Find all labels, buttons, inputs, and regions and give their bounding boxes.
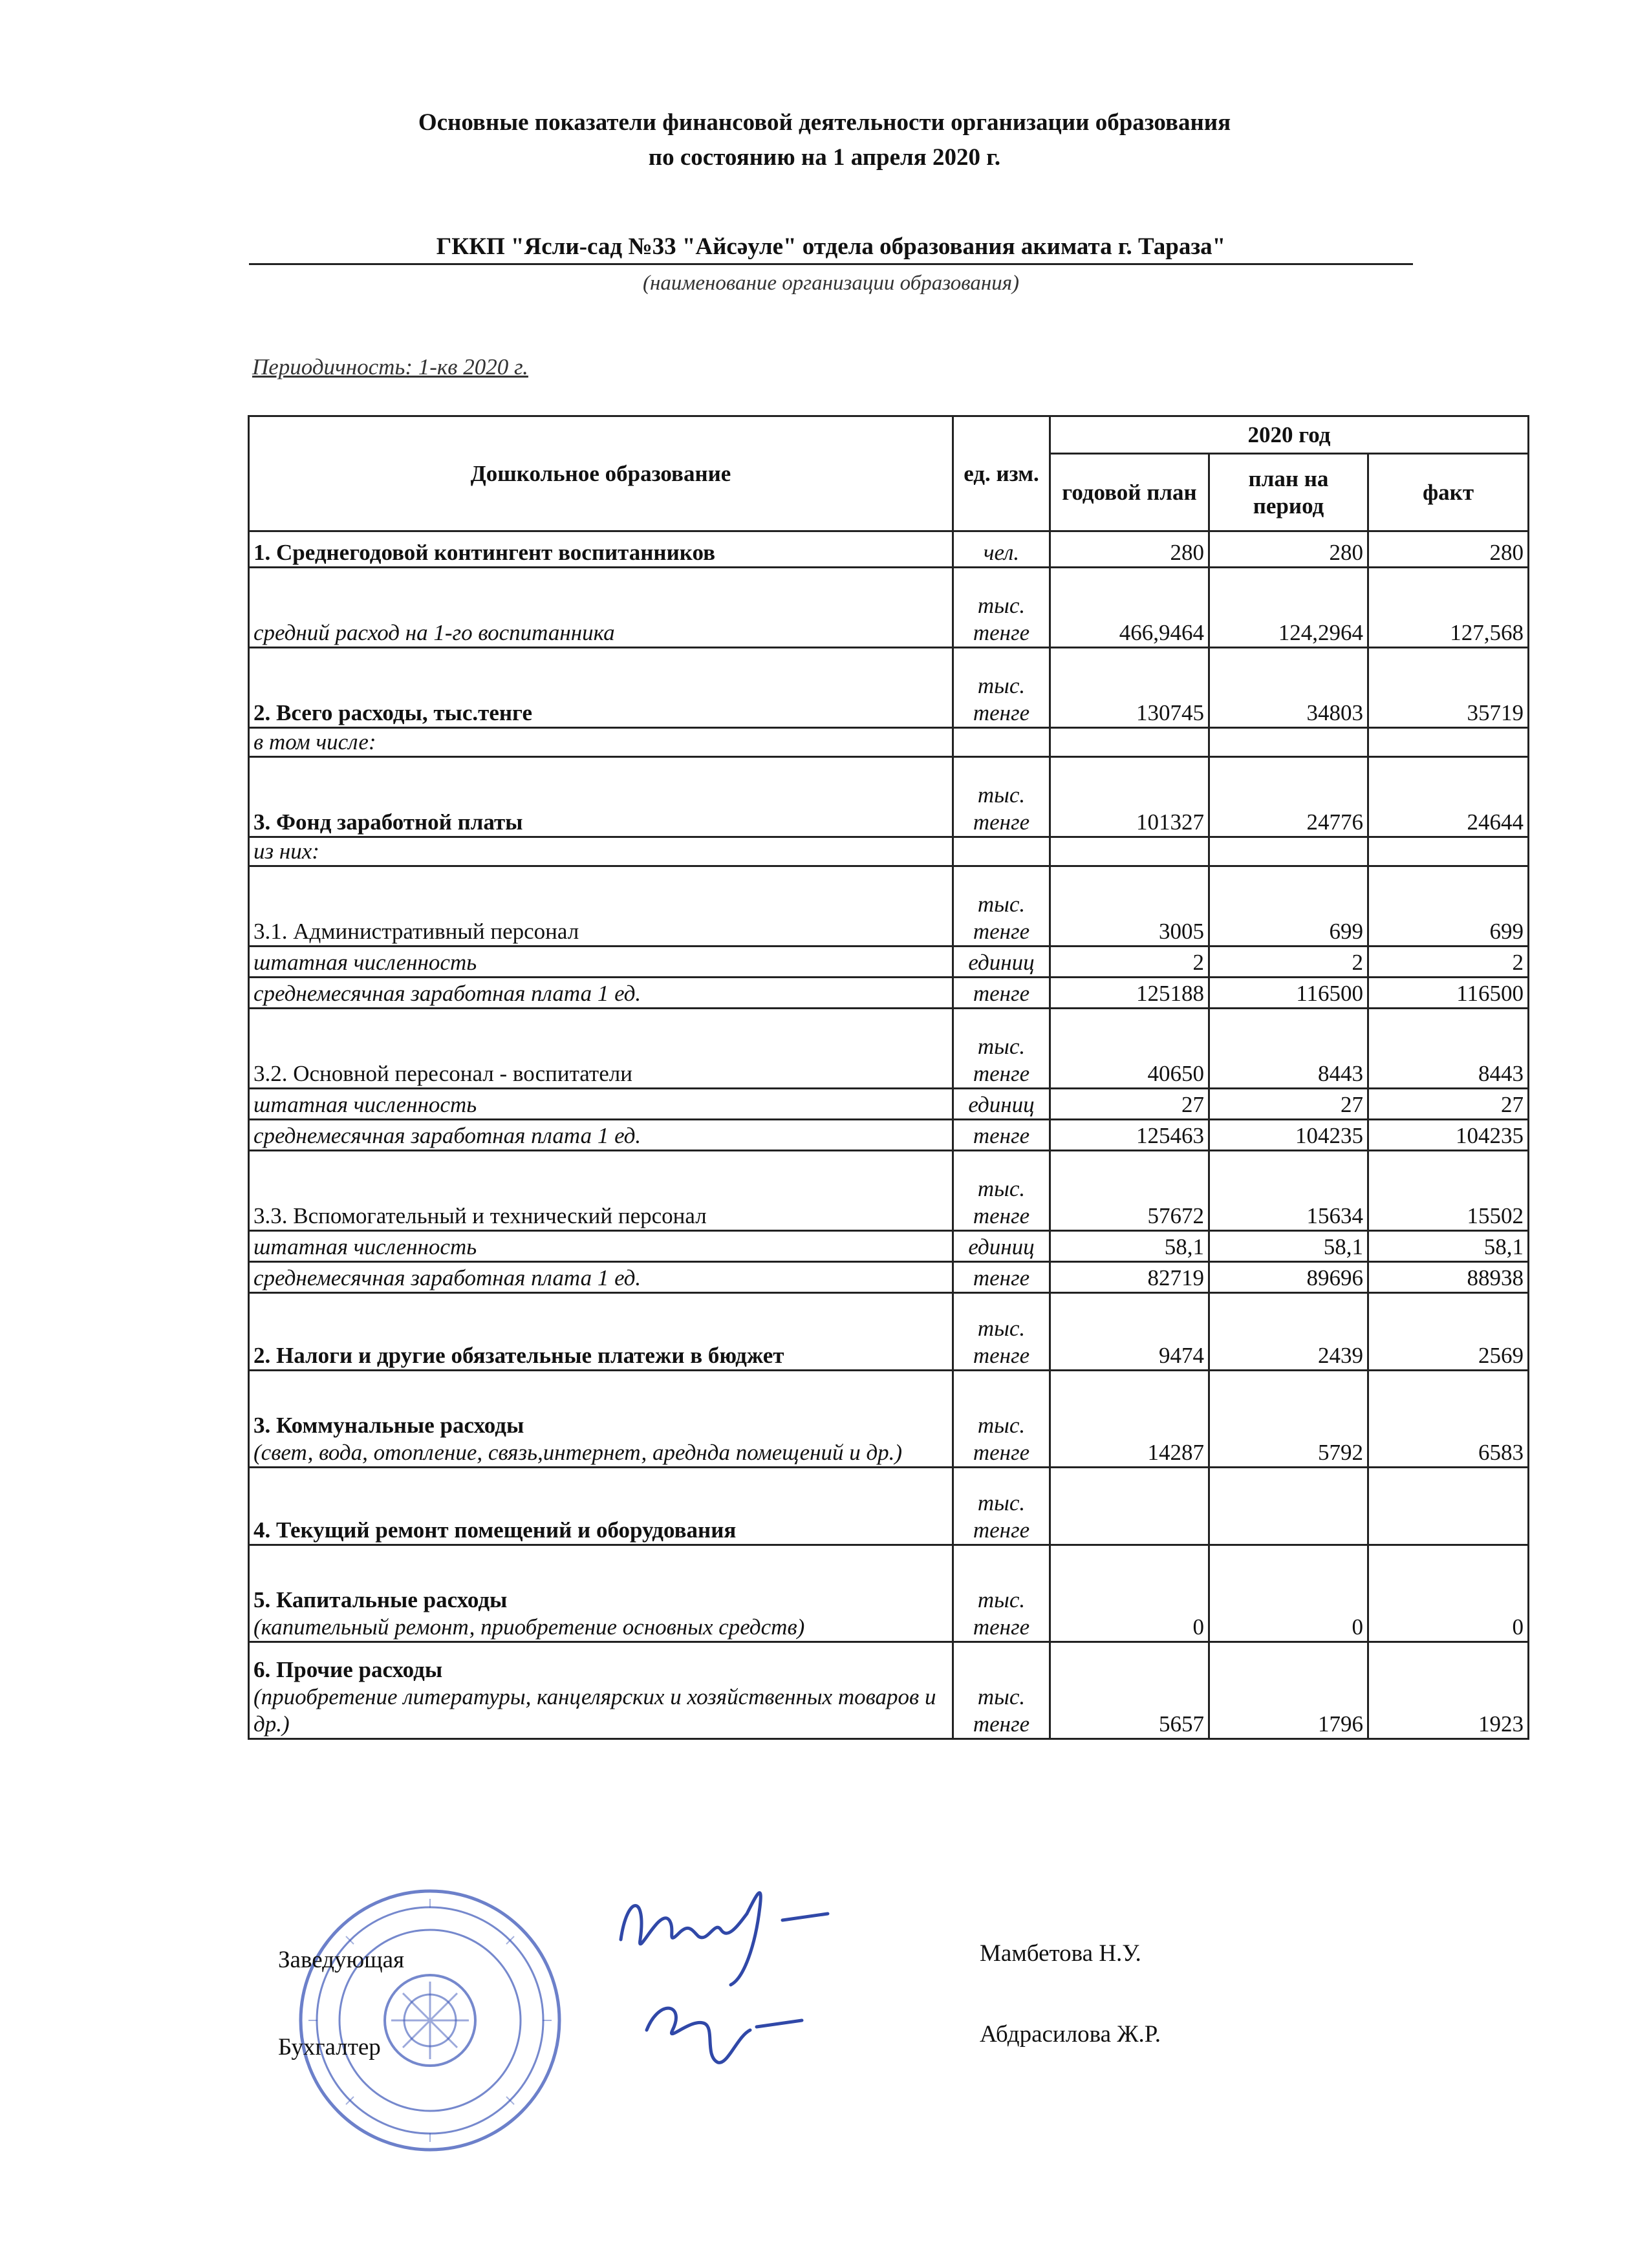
row-label-text: штатная численность [253,1092,477,1117]
row-label [249,531,953,568]
row-annual-plan: 58,1 [1050,1231,1209,1262]
row-label-text: 3.3. Вспомогательный и технический персонал [253,1203,707,1228]
table-row [249,1371,1529,1468]
row-label [249,1293,953,1371]
row-period-plan: 89696 [1209,1262,1368,1293]
row-annual-plan: 130745 [1050,648,1209,728]
row-period-plan: 104235 [1209,1120,1368,1151]
row-label-note: (капительный ремонт, приобретение основных средств) [253,1614,805,1640]
table-row [249,1120,1529,1151]
table-row [249,1231,1529,1262]
row-fact: 280 [1368,531,1529,568]
row-period-plan: 27 [1209,1089,1368,1120]
table-row [249,1468,1529,1545]
row-annual-plan [1050,728,1209,757]
row-label [249,866,953,947]
organization-name: ГККП "Ясли-сад №33 "Айсәуле" отдела образования акимата г. Тараза" [249,233,1413,265]
periodicity: Периодичность: 1-кв 2020 г. [252,354,528,380]
table-row [249,757,1529,837]
header-section: Дошкольное образование [249,416,953,531]
row-fact: 116500 [1368,978,1529,1009]
table-body [249,531,1529,1739]
row-period-plan [1209,728,1368,757]
header-fact: факт [1368,454,1529,531]
row-unit [953,728,1050,757]
row-unit: тыс. тенге [953,1293,1050,1371]
row-annual-plan [1050,1468,1209,1545]
row-label [249,978,953,1009]
row-fact: 27 [1368,1089,1529,1120]
table-row [249,947,1529,978]
row-annual-plan: 82719 [1050,1262,1209,1293]
head-name: Мамбетова Н.У. [980,1940,1141,1967]
row-annual-plan: 125463 [1050,1120,1209,1151]
row-label-text: среднемесячная заработная плата 1 ед. [253,1265,641,1290]
row-fact: 127,568 [1368,568,1529,648]
table-row [249,1293,1529,1371]
row-fact: 24644 [1368,757,1529,837]
row-label [249,1231,953,1262]
row-fact: 15502 [1368,1151,1529,1231]
row-label [249,757,953,837]
row-period-plan: 2 [1209,947,1368,978]
row-fact: 2569 [1368,1293,1529,1371]
row-fact: 58,1 [1368,1231,1529,1262]
row-annual-plan: 3005 [1050,866,1209,947]
row-label [249,947,953,978]
row-period-plan: 1796 [1209,1642,1368,1739]
row-unit: тыс. тенге [953,1009,1050,1089]
row-unit: тыс. тенге [953,866,1050,947]
row-label-note: (свет, вода, отопление, связь,интернет, ареднда помещений и др.) [253,1440,903,1465]
row-annual-plan: 40650 [1050,1009,1209,1089]
table-row [249,648,1529,728]
table-row [249,1089,1529,1120]
row-label [249,648,953,728]
table-row [249,1262,1529,1293]
table-row [249,1642,1529,1739]
row-annual-plan: 280 [1050,531,1209,568]
row-period-plan: 8443 [1209,1009,1368,1089]
row-label [249,1151,953,1231]
row-label [249,728,953,757]
row-fact: 88938 [1368,1262,1529,1293]
accountant-role: Бухгалтер [278,2034,381,2060]
row-period-plan: 280 [1209,531,1368,568]
row-period-plan: 15634 [1209,1151,1368,1231]
accountant-name: Абдрасилова Ж.Р. [980,2021,1161,2048]
row-label-text: в том числе: [253,729,376,754]
row-unit: тыс. тенге [953,1371,1050,1468]
row-label-text: 3.2. Основной пересонал - воспитатели [253,1061,632,1086]
row-unit: тенге [953,1120,1050,1151]
row-annual-plan: 0 [1050,1545,1209,1642]
row-unit: единиц [953,1231,1050,1262]
row-label [249,568,953,648]
organization-caption: (наименование организации образования) [642,272,1020,295]
table-row [249,1151,1529,1231]
table-row [249,866,1529,947]
row-unit: единиц [953,1089,1050,1120]
row-fact: 104235 [1368,1120,1529,1151]
table-row [249,568,1529,648]
row-label [249,1642,953,1739]
row-label-text: 3. Коммунальные расходы [253,1413,524,1438]
row-unit: тенге [953,1262,1050,1293]
handwritten-signature [608,1868,879,2082]
row-label [249,1545,953,1642]
row-fact: 35719 [1368,648,1529,728]
row-annual-plan: 101327 [1050,757,1209,837]
row-fact [1368,1468,1529,1545]
header-annual-plan: годовой план [1050,454,1209,531]
financial-table [248,415,1529,1740]
table-row [249,728,1529,757]
row-label [249,1009,953,1089]
row-label-text: 2. Всего расходы, тыс.тенге [253,700,533,725]
row-unit: тыс. тенге [953,648,1050,728]
row-annual-plan: 57672 [1050,1151,1209,1231]
row-label-text: 5. Капитальные расходы [253,1587,508,1612]
official-stamp [294,1885,566,2156]
row-label [249,1371,953,1468]
row-label-text: 3. Фонд заработной платы [253,809,523,835]
row-period-plan: 58,1 [1209,1231,1368,1262]
row-period-plan: 5792 [1209,1371,1368,1468]
row-label-text: 1. Среднегодовой контингент воспитанников [253,540,715,565]
table-row [249,978,1529,1009]
row-annual-plan: 5657 [1050,1642,1209,1739]
table-row [249,1009,1529,1089]
row-period-plan: 2439 [1209,1293,1368,1371]
row-fact: 1923 [1368,1642,1529,1739]
row-unit: тенге [953,978,1050,1009]
row-label [249,837,953,866]
row-label-text: штатная численность [253,1234,477,1259]
row-fact: 6583 [1368,1371,1529,1468]
row-period-plan: 124,2964 [1209,568,1368,648]
row-label-text: среднемесячная заработная плата 1 ед. [253,981,641,1006]
row-label-text: 6. Прочие расходы [253,1657,443,1682]
row-label-text: 4. Текущий ремонт помещений и оборудования [253,1517,737,1543]
row-label-text: средний расход на 1-го воспитанника [253,620,615,645]
row-unit: тыс. тенге [953,757,1050,837]
row-unit: тыс. тенге [953,1642,1050,1739]
row-period-plan: 116500 [1209,978,1368,1009]
row-fact: 8443 [1368,1009,1529,1089]
row-period-plan: 699 [1209,866,1368,947]
row-label [249,1120,953,1151]
row-unit [953,837,1050,866]
row-fact [1368,728,1529,757]
row-fact: 699 [1368,866,1529,947]
table-row [249,531,1529,568]
row-period-plan: 24776 [1209,757,1368,837]
row-fact: 2 [1368,947,1529,978]
document-title: Основные показатели финансовой деятельности организации образования [418,109,1231,136]
row-unit: тыс. тенге [953,1545,1050,1642]
table-row [249,1545,1529,1642]
row-label-text: 2. Налоги и другие обязательные платежи в бюджет [253,1343,784,1368]
table-row [249,837,1529,866]
row-annual-plan: 9474 [1050,1293,1209,1371]
row-annual-plan: 2 [1050,947,1209,978]
row-fact [1368,837,1529,866]
row-label-note: (приобретение литературы, канцелярских и хозяйственных товаров и др.) [253,1684,936,1737]
row-unit: тыс. тенге [953,568,1050,648]
row-label [249,1262,953,1293]
row-period-plan [1209,837,1368,866]
header-unit: ед. изм. [953,416,1050,531]
row-unit: единиц [953,947,1050,978]
header-year: 2020 год [1050,416,1529,454]
row-unit: чел. [953,531,1050,568]
row-label [249,1468,953,1545]
row-annual-plan: 27 [1050,1089,1209,1120]
row-unit: тыс. тенге [953,1151,1050,1231]
row-annual-plan: 466,9464 [1050,568,1209,648]
row-label-text: 3.1. Административный персонал [253,919,579,944]
row-period-plan: 34803 [1209,648,1368,728]
row-label [249,1089,953,1120]
row-fact: 0 [1368,1545,1529,1642]
row-label-text: среднемесячная заработная плата 1 ед. [253,1123,641,1148]
document-subtitle: по состоянию на 1 апреля 2020 г. [648,144,1001,171]
row-label-text: из них: [253,839,319,864]
row-period-plan: 0 [1209,1545,1368,1642]
row-annual-plan [1050,837,1209,866]
row-unit: тыс. тенге [953,1468,1050,1545]
header-period-plan: план на период [1209,454,1368,531]
row-annual-plan: 125188 [1050,978,1209,1009]
row-period-plan [1209,1468,1368,1545]
row-label-text: штатная численность [253,950,477,975]
head-role: Заведующая [278,1947,405,1973]
row-annual-plan: 14287 [1050,1371,1209,1468]
